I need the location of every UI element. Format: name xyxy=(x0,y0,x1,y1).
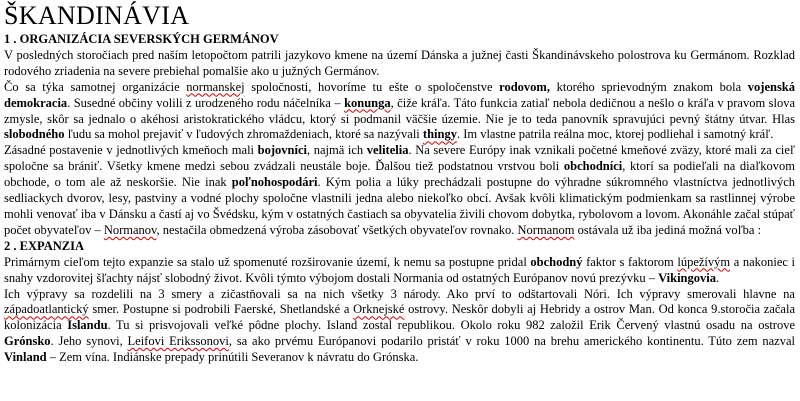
text-run: . Na severe Európy inak vznikali početné kmeňové zväzy, ktoré mali za cieľ spoločne sa brániť. Všetky kmene medzi sebou zvádzali neustále boje. Ďalšou tiež podstatnou vrstvou boli xyxy=(4,143,795,174)
text-run: ktorého sprievodným znakom bola xyxy=(549,79,748,94)
bold-term: rodovom, xyxy=(499,79,550,94)
text-run: Primárnym cieľom tejto expanzie sa stalo už spomenuté rozširovanie území, k nemu sa postupne pridal xyxy=(4,254,531,269)
section-heading-expansion: 2 . EXPANZIA xyxy=(4,238,84,253)
text-run: , nestačila obmedzená výroba zásobovať všetkých obyvateľov rovnako. xyxy=(156,222,518,237)
text-run: , ktorí sa podieľali na diaľkovom obchode, o tom ale až neskoršie. Nie inak xyxy=(4,159,795,190)
paragraph-expeditions xyxy=(4,287,795,367)
text-run: Zásadné postavenie v jednotlivých kmeňoch mali xyxy=(4,143,258,158)
text-run: , sa ako prvému Európanovi podarilo pristáť v roku 1000 na brehu amerického kontinentu. Túto zem nazval xyxy=(228,334,795,349)
bold-term: poľnohospodári xyxy=(231,175,318,190)
bold-term: slobodného xyxy=(4,127,65,142)
text-run: Normanov xyxy=(103,222,157,237)
text-run: . Susedné občiny volili z urodzeného rodu náčelníka – xyxy=(67,95,345,110)
text-run: . Im vlastne patrila reálna moc, ktorej podliehal i samotný kráľ. xyxy=(456,127,774,142)
bold-term: thingy xyxy=(422,127,457,142)
bold-term: obchodný xyxy=(530,254,583,269)
section-heading-organization: 1 . ORGANIZÁCIA SEVERSKÝCH GERMÁNOV xyxy=(4,32,279,46)
text-run: normanskej xyxy=(186,79,245,94)
text-run: ostávala už iba jediná možná voľba : xyxy=(574,222,762,237)
paragraph-expansion-goals xyxy=(4,255,795,287)
text-run: a nakoniec i snahy vzdorovitej šľachty nájsť slobodný život. Kvôli týmto výbojom dostali Normania od ostatných Európanov novú prezývku – xyxy=(4,254,795,285)
text-run: lúpežívým xyxy=(677,254,731,269)
text-run: , najmä ich xyxy=(306,143,367,158)
text-run: . Kým polia a lúky prechádzali postupne do výhradne súkromného vlastníctva jednotlivých sedliackych dvorov, lesy, pastviny a vodné plochy spoločne vlastnili jedna alebo niekoľko obcí. Avšak kvôli klimatickým podmienkam sa rastlinnej výrobe mohli venovať iba v Dánsku a častí aj vo Švédsku, kým v ostatných častiach sa obyvatelia živili chovom dobytka, rybolovom a lovom. Akonáhle začal stúpať počet obyvateľov – xyxy=(4,175,795,237)
paragraph-social-classes xyxy=(4,143,795,238)
text-run: smer. Postupne si podrobili Faerské, Shetlandské a xyxy=(88,302,354,317)
text-run: – Zem vína. Indiánske prepady prinútili Severanov k návratu do Grónska. xyxy=(46,350,419,365)
paragraph-social-organization xyxy=(4,80,795,144)
text-run: Leifovi Erikssonovi xyxy=(127,334,229,349)
bold-term: Grónsko xyxy=(4,334,51,349)
text-run: spoločnosti, hovoríme tu ešte o spoločenstve xyxy=(244,79,500,94)
document-title: ŠKANDINÁVIA xyxy=(4,1,190,30)
text-run: Čo sa týka samotnej organizácie xyxy=(4,79,187,94)
document-page xyxy=(4,0,795,366)
bold-term: obchodníci xyxy=(563,159,623,174)
text-run: , čiže kráľa. Táto funkcia zatiaľ nebola dedičnou a nešlo o kráľa v pravom slova zmysle, skôr sa jednalo o akéhosi aristokratického vládcu, ktorý si podmanil väčšie územie. Nie je to teda panovník spravujúci pevný štátny útvar. Hlas xyxy=(4,95,795,126)
bold-term: Vinland xyxy=(4,350,47,365)
bold-term: konunga xyxy=(344,95,391,110)
text-run: ostrovy. Neskôr dobyli aj Hebridy a ostrov Man. Od konca 9.storočia začala kolonizácia xyxy=(4,302,795,333)
bold-term: bojovníci xyxy=(257,143,307,158)
text-run: Normanom xyxy=(517,222,575,237)
text-run: západoatlantický xyxy=(4,302,89,317)
bold-term: velitelia xyxy=(366,143,409,158)
text-run: . Jeho synovi, xyxy=(50,334,128,349)
paragraph-intro: V posledných storočiach pred naším letopočtom patrili jazykovo kmene na území Dánska a južnej časti Škandinávskeho polostrova ku Germánom. Rozklad rodového zriadenia na severe prebiehal pomalšie ako u južných Germánov. xyxy=(4,47,795,78)
bold-term: vojenská demokracia xyxy=(4,79,796,110)
text-run: . Tu si prisvojovali veľké pôdne plochy. Island zostal republikou. Okolo roku 982 založil Erik Červený vlastnú osadu na ostrove xyxy=(107,318,795,333)
text-run: faktor s faktorom xyxy=(582,254,678,269)
text-run: Ich výpravy sa rozdelili na 3 smery a zičastňovali sa na nich všetky 3 národy. Ako prví to odštartovali Nóri. Ich výpravy smerovali hlavne na xyxy=(4,286,795,301)
bold-term: Islandu xyxy=(67,318,108,333)
bold-term: Vikingovia xyxy=(658,270,716,285)
text-run: ľudu sa mohol prejaviť v ľudových zhromaždeniach, ktoré sa nazývali xyxy=(64,127,423,142)
text-run: . xyxy=(715,270,720,285)
text-run: Orknejské xyxy=(353,302,405,317)
